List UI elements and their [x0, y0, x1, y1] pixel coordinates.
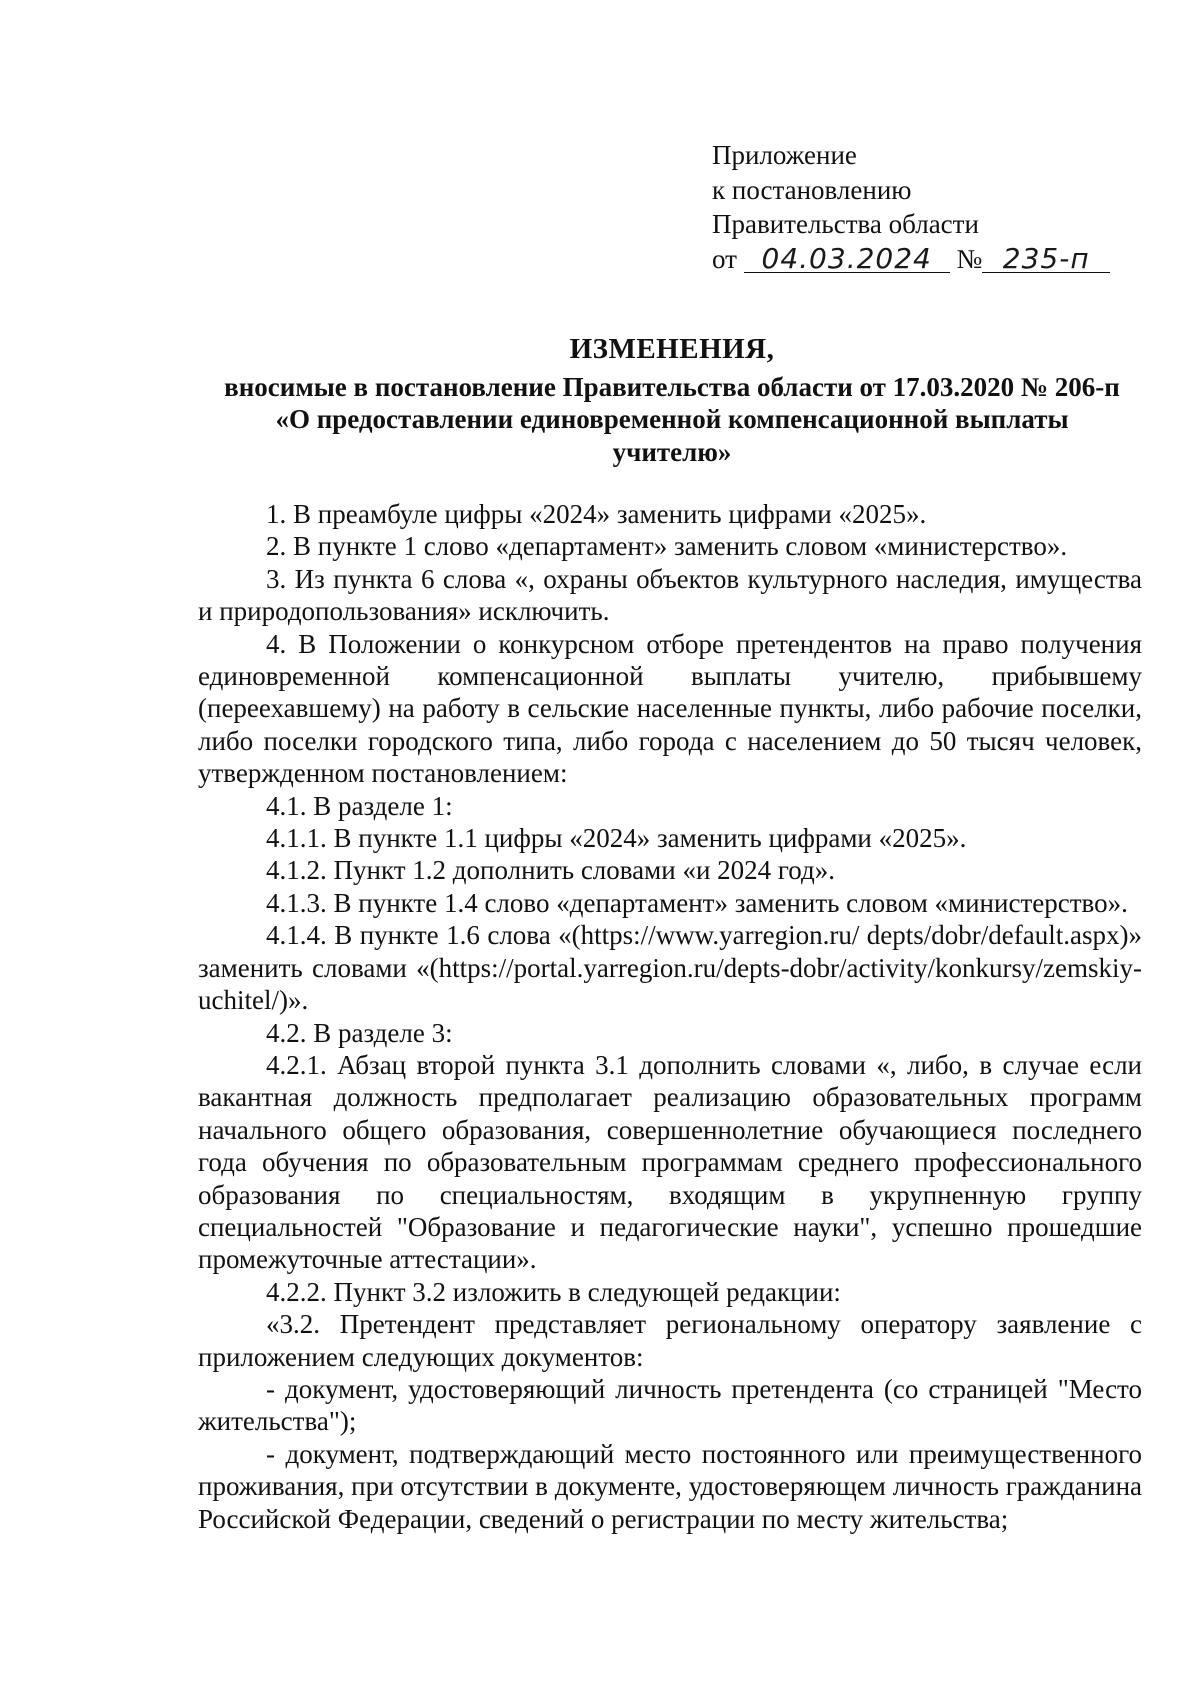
- annex-line-1: Приложение: [712, 140, 857, 170]
- paragraph-1: 1. В преамбуле цифры «2024» заменить цифрами «2025».: [266, 499, 927, 529]
- annex-from-label: от: [712, 243, 737, 274]
- paragraph-4-1-3: 4.1.3. В пункте 1.4 слово «департамент» заменить словом «министерство».: [266, 887, 1128, 918]
- paragraph-4-2-2: 4.2.2. Пункт 3.2 изложить в следующей редакции:: [266, 1276, 841, 1307]
- paragraph-4-1-1: 4.1.1. В пункте 1.1 цифры «2024» заменить цифрами «2025».: [266, 823, 967, 854]
- annex-line-2: к постановлению: [712, 174, 912, 205]
- paragraph-3-2: «3.2. Претендент представляет региональному оператору заявление с приложением следующих документов:: [198, 1309, 1142, 1372]
- title-line-3: «О предоставлении единовременной компенсационной выплаты: [275, 404, 1069, 434]
- annex-date-number-line: [712, 242, 1152, 277]
- annex-block: [712, 138, 1152, 276]
- paragraph-4: 4. В Положении о конкурсном отборе претендентов на право получения единовременной компенсационной выплаты учителю, прибывшему (переехавшему) на работу в сельские населенные пункты, либо рабочие поселки, либо поселки городского типа, либо города с населением до 50 тысяч человек, утвержденном постановлением:: [198, 628, 1142, 789]
- list-item-residence-document: - документ, подтверждающий место постоянного или преимущественного проживания, при отсутствии в документе, удостоверяющем личность гражданина Российской Федерации, сведений о регистрации по месту жительства;: [198, 1438, 1142, 1534]
- paragraph-4-2-1: 4.2.1. Абзац второй пункта 3.1 дополнить словами «, либо, в случае если вакантная должность предполагает реализацию образовательных программ начального общего образования, совершеннолетние обучающиеся последнего года обучения по образовательным программам среднего профессионального образования по специальностям, входящим в укрупненную группу специальностей "Образование и педагогические науки", успешно прошедшие промежуточные аттестации».: [198, 1049, 1142, 1275]
- document-title: [198, 333, 1146, 468]
- paragraph-4-1: 4.1. В разделе 1:: [266, 790, 453, 821]
- document-body: [198, 498, 1142, 1535]
- title-main: ИЗМЕНЕНИЯ,: [569, 333, 775, 365]
- annex-number-label: №: [956, 243, 983, 274]
- paragraph-4-1-4: 4.1.4. В пункте 1.6 слова «(https://www.yarregion.ru/ depts/dobr/default.aspx)» заменить словами «(https://portal.yarregion.ru/depts-dobr/activity/konkursy/zemskiy-uchitel/)».: [198, 920, 1142, 1016]
- list-item-identity-document: - документ, удостоверяющий личность претендента (со страницей "Место жительства");: [198, 1373, 1142, 1437]
- handwritten-date: 04.03.2024: [744, 246, 950, 273]
- title-line-4: учителю»: [612, 436, 732, 467]
- handwritten-number: 235-п: [982, 246, 1110, 273]
- paragraph-3: 3. Из пункта 6 слова «, охраны объектов культурного наследия, имущества и природопользования» исключить.: [198, 563, 1142, 627]
- title-line-2: вносимые в постановление Правительства области от 17.03.2020 № 206-п: [224, 371, 1120, 402]
- paragraph-2: 2. В пункте 1 слово «департамент» заменить словом «министерство».: [266, 531, 1068, 562]
- paragraph-4-2: 4.2. В разделе 3:: [266, 1017, 453, 1048]
- paragraph-4-1-2: 4.1.2. Пункт 1.2 дополнить словами «и 2024 год».: [266, 855, 836, 886]
- annex-line-3: Правительства области: [712, 209, 979, 239]
